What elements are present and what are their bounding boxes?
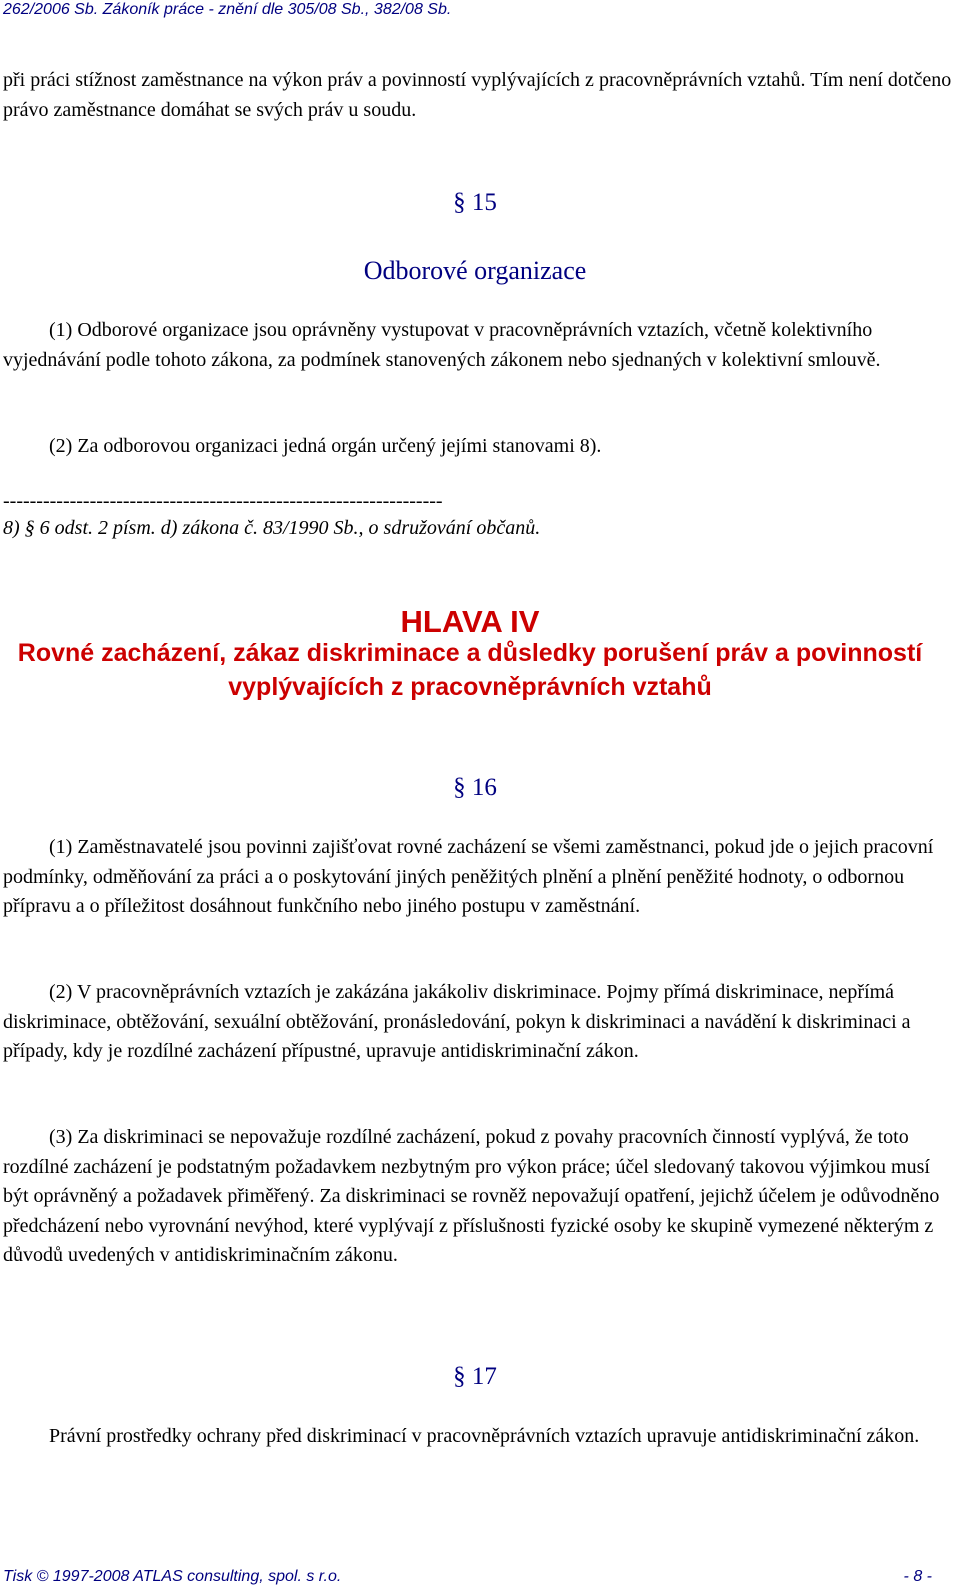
section-16-paragraph-1: (1) Zaměstnavatelé jsou povinni zajišťovat rovné zacházení se všemi zaměstnanci, pokud jde o jejich pracovní podmínky, odměňování za práci a o poskytování jiných peněžitých plnění a plnění peněžité hodnoty, o odbornou přípravu a o příležitost dosáhnout funkčního nebo jiného postupu v zaměstnání. xyxy=(3,836,934,917)
chapter-number: HLAVA IV xyxy=(400,604,540,639)
chapter-title: Rovné zacházení, zákaz diskriminace a důsledky porušení práv a povinností vyplývajících z pracovněprávních vztahů xyxy=(17,639,923,701)
intro-paragraph: při práci stížnost zaměstnance na výkon práv a povinností vyplývajících z pracovněprávních vztahů. Tím není dotčeno právo zaměstnance domáhat se svých práv u soudu. xyxy=(3,69,952,121)
section-17-sign: § 17 xyxy=(453,1363,497,1390)
section-17-paragraph-1: Právní prostředky ochrany před diskriminací v pracovněprávních vztazích upravuje antidiskriminační zákon. xyxy=(49,1425,920,1447)
section-16-sign: § 16 xyxy=(453,774,497,801)
section-15-paragraph-2: (2) Za odborovou organizaci jedná orgán určený jejími stanovami 8). xyxy=(49,435,602,457)
footer-page-number: - 8 - xyxy=(903,1568,932,1585)
section-16-paragraph-3: (3) Za diskriminaci se nepovažuje rozdílné zacházení, pokud z povahy pracovních činností vyplývá, že toto rozdílné zacházení je podstatným požadavkem nezbytným pro výkon práce; účel sledovaný takovou výjimkou musí být oprávněný a požadavek přiměřený. Za diskriminaci se rovněž nepovažují opatření, jejichž účelem je odůvodněno předcházení nebo vyrovnání nevýhod, které vyplývají z příslušnosti fyzické osoby ke skupině vymezené některým z důvodů uvedených v antidiskriminačním zákonu. xyxy=(3,1126,940,1266)
section-16-paragraph-2: (2) V pracovněprávních vztazích je zakázána jakákoliv diskriminace. Pojmy přímá diskriminace, nepřímá diskriminace, obtěžování, sexuální obtěžování, pronásledování, pokyn k diskriminaci a navádění k diskriminaci a případy, kdy je rozdílné zacházení přípustné, upravuje antidiskriminační zákon. xyxy=(3,981,911,1062)
footer-copyright: Tisk © 1997-2008 ATLAS consulting, spol. s r.o. xyxy=(3,1568,342,1585)
footnote-separator: ------------------------------------------------------------------ xyxy=(3,490,443,512)
section-15-title: Odborové organizace xyxy=(363,256,587,285)
section-15-paragraph-1: (1) Odborové organizace jsou oprávněny vystupovat v pracovněprávních vztazích, včetně kolektivního vyjednávání podle tohoto zákona, za podmínek stanovených zákonem nebo sjednaných v kolektivní smlouvě. xyxy=(3,319,881,371)
document-header-title: 262/2006 Sb. Zákoník práce - znění dle 305/08 Sb., 382/08 Sb. xyxy=(3,1,452,18)
section-15-sign: § 15 xyxy=(453,189,497,216)
footnote-8: 8) § 6 odst. 2 písm. d) zákona č. 83/1990 Sb., o sdružování občanů. xyxy=(3,517,541,539)
